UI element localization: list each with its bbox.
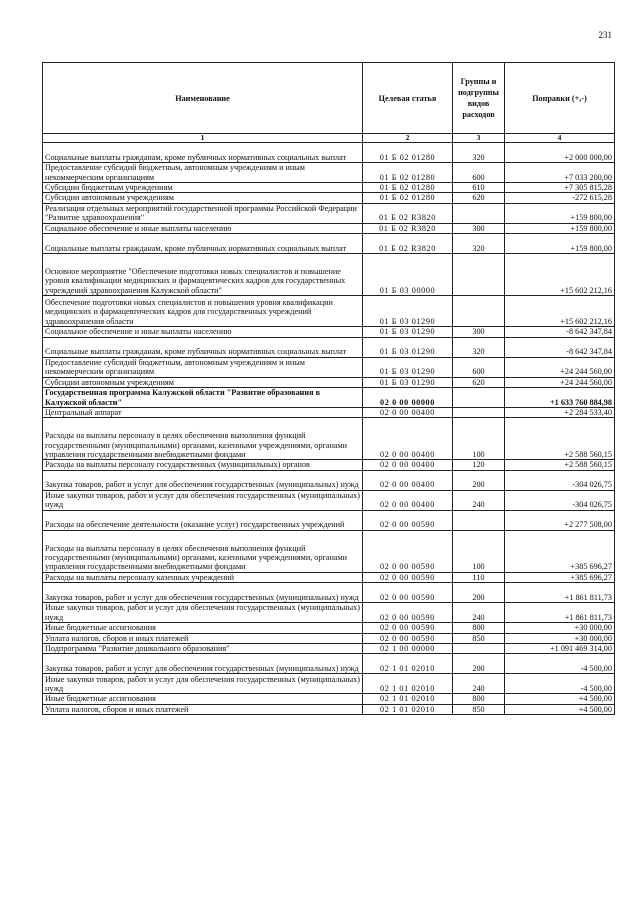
row-target-code: 02 0 00 00590: [363, 583, 453, 603]
row-name: Расходы на выплаты персоналу в целях обеспечения выполнения функций государственными (муниципальными) органами, казенными учреждениями, органами управления государственными внебюджетными фондами: [43, 530, 363, 572]
row-target-code: 02 1 01 02010: [363, 704, 453, 714]
row-expense-group: 800: [453, 694, 505, 704]
row-amount: +7 033 200,00: [505, 163, 615, 183]
header-code: Целевая статья: [363, 63, 453, 134]
row-amount: +30 000,00: [505, 623, 615, 633]
row-target-code: 01 Б 03 00000: [363, 254, 453, 296]
row-expense-group: 120: [453, 460, 505, 470]
row-expense-group: 320: [453, 234, 505, 254]
table-row: [43, 704, 615, 714]
table-row: [43, 143, 615, 163]
row-expense-group: 850: [453, 704, 505, 714]
table-row: [43, 470, 615, 490]
table-row: [43, 572, 615, 582]
row-name: Субсидии бюджетным учреждениям: [43, 183, 363, 193]
row-name: Закупка товаров, работ и услуг для обеспечения государственных (муниципальных) нужд: [43, 583, 363, 603]
row-expense-group: 100: [453, 530, 505, 572]
table-row: [43, 623, 615, 633]
row-amount: +385 696,27: [505, 530, 615, 572]
row-amount: -8 642 347,84: [505, 337, 615, 357]
row-expense-group: 600: [453, 163, 505, 183]
row-target-code: 02 0 00 00590: [363, 633, 453, 643]
row-target-code: 02 0 00 00590: [363, 603, 453, 623]
row-name: Социальные выплаты гражданам, кроме публичных нормативных социальных выплат: [43, 143, 363, 163]
row-target-code: 01 Б 03 01290: [363, 337, 453, 357]
row-expense-group: [453, 510, 505, 530]
row-amount: +159 800,00: [505, 234, 615, 254]
row-amount: +4 500,00: [505, 704, 615, 714]
row-target-code: 02 0 00 00400: [363, 460, 453, 470]
row-name: Расходы на обеспечение деятельности (оказание услуг) государственных учреждений: [43, 510, 363, 530]
row-amount: +15 602 212,16: [505, 296, 615, 327]
row-amount: -4 500,00: [505, 674, 615, 694]
row-amount: +15 602 212,16: [505, 254, 615, 296]
table-row: [43, 603, 615, 623]
row-name: Закупка товаров, работ и услуг для обеспечения государственных (муниципальных) нужд: [43, 654, 363, 674]
row-amount: +2 284 533,40: [505, 408, 615, 418]
table-row: [43, 254, 615, 296]
row-amount: -304 026,75: [505, 490, 615, 510]
row-target-code: 01 Б 03 01290: [363, 377, 453, 387]
table-row: [43, 183, 615, 193]
table-header-row: [43, 63, 615, 134]
row-name: Расходы на выплаты персоналу государственных (муниципальных) органов: [43, 460, 363, 470]
row-name: Иные бюджетные ассигнования: [43, 694, 363, 704]
row-amount: +2 588 560,15: [505, 460, 615, 470]
table-row: [43, 203, 615, 223]
table-row: [43, 163, 615, 183]
row-name: Основное мероприятие "Обеспечение подготовки новых специалистов и повышение уровня квалификации медицинских и фармацевтических кадров для государственных учреждений здравоохранения Калужской области": [43, 254, 363, 296]
row-expense-group: 200: [453, 654, 505, 674]
table-row: [43, 418, 615, 460]
row-name: Подпрограмма "Развитие дошкольного образования": [43, 644, 363, 654]
table-row: [43, 530, 615, 572]
column-number: 3: [453, 134, 505, 143]
header-group: Группы и подгруппы видов расходов: [453, 63, 505, 134]
row-name: Иные закупки товаров, работ и услуг для обеспечения государственных (муниципальных) нужд: [43, 603, 363, 623]
table-row: [43, 234, 615, 254]
row-amount: +159 800,00: [505, 203, 615, 223]
row-target-code: 02 0 00 00590: [363, 623, 453, 633]
row-expense-group: 610: [453, 183, 505, 193]
row-target-code: 01 Б 03 01290: [363, 357, 453, 377]
row-expense-group: 300: [453, 223, 505, 233]
row-expense-group: [453, 254, 505, 296]
table-row: [43, 337, 615, 357]
row-expense-group: [453, 388, 505, 408]
row-expense-group: 620: [453, 193, 505, 203]
row-name: Обеспечение подготовки новых специалистов и повышения уровня квалификации медицинских и фармацевтических кадров для государственных учреждений здравоохранения области: [43, 296, 363, 327]
row-target-code: 01 Б 02 R3820: [363, 223, 453, 233]
row-name: Иные закупки товаров, работ и услуг для обеспечения государственных (муниципальных) нужд: [43, 674, 363, 694]
row-name: Социальные выплаты гражданам, кроме публичных нормативных социальных выплат: [43, 234, 363, 254]
row-amount: +1 091 469 314,00: [505, 644, 615, 654]
table-row: [43, 327, 615, 337]
table-row: [43, 644, 615, 654]
row-target-code: 02 1 00 00000: [363, 644, 453, 654]
row-name: Уплата налогов, сборов и иных платежей: [43, 633, 363, 643]
row-target-code: 01 Б 03 01290: [363, 327, 453, 337]
header-name: Наименование: [43, 63, 363, 134]
table-row: [43, 633, 615, 643]
row-target-code: 01 Б 02 R3820: [363, 234, 453, 254]
row-name: Государственная программа Калужской области "Развитие образования в Калужской области": [43, 388, 363, 408]
column-number: 4: [505, 134, 615, 143]
row-expense-group: 200: [453, 583, 505, 603]
row-amount: -8 642 347,84: [505, 327, 615, 337]
row-target-code: 02 0 00 00400: [363, 408, 453, 418]
row-target-code: 01 Б 02 01280: [363, 163, 453, 183]
table-row: [43, 357, 615, 377]
table-row: [43, 296, 615, 327]
row-name: Социальное обеспечение и иные выплаты населению: [43, 327, 363, 337]
row-name: Расходы на выплаты персоналу в целях обеспечения выполнения функций государственными (муниципальными) органами, казенными учреждениями, органами управления государственными внебюджетными фондами: [43, 418, 363, 460]
row-name: Расходы на выплаты персоналу казенных учреждений: [43, 572, 363, 582]
table-row: [43, 694, 615, 704]
row-amount: +385 696,27: [505, 572, 615, 582]
row-amount: +2 277 508,00: [505, 510, 615, 530]
table-body: [43, 143, 615, 715]
column-number: 2: [363, 134, 453, 143]
row-name: Социальное обеспечение и иные выплаты населению: [43, 223, 363, 233]
row-amount: +7 305 815,28: [505, 183, 615, 193]
row-name: Иные закупки товаров, работ и услуг для обеспечения государственных (муниципальных) нужд: [43, 490, 363, 510]
row-name: Предоставление субсидий бюджетным, автономным учреждениям и иным некоммерческим организациям: [43, 357, 363, 377]
column-number-row: [43, 134, 615, 143]
row-name: Закупка товаров, работ и услуг для обеспечения государственных (муниципальных) нужд: [43, 470, 363, 490]
row-expense-group: 240: [453, 490, 505, 510]
row-target-code: 02 0 00 00590: [363, 572, 453, 582]
table-row: [43, 377, 615, 387]
row-expense-group: 600: [453, 357, 505, 377]
row-amount: +2 588 560,15: [505, 418, 615, 460]
row-name: Субсидии автономным учреждениям: [43, 377, 363, 387]
row-amount: -304 026,75: [505, 470, 615, 490]
table-row: [43, 460, 615, 470]
table-row: [43, 583, 615, 603]
row-target-code: 02 1 01 02010: [363, 654, 453, 674]
table-row: [43, 193, 615, 203]
row-expense-group: 100: [453, 418, 505, 460]
budget-table: [42, 62, 615, 715]
row-expense-group: 620: [453, 377, 505, 387]
row-target-code: 02 0 00 00400: [363, 490, 453, 510]
table-row: [43, 388, 615, 408]
row-amount: +4 500,00: [505, 694, 615, 704]
row-name: Предоставление субсидий бюджетным, автономным учреждениям и иным некоммерческим организациям: [43, 163, 363, 183]
row-target-code: 01 Б 03 01290: [363, 296, 453, 327]
table-row: [43, 490, 615, 510]
row-expense-group: [453, 203, 505, 223]
row-name: Реализация отдельных мероприятий государственной программы Российской Федерации "Развитие здравоохранения": [43, 203, 363, 223]
page-number: 231: [598, 30, 612, 40]
table-row: [43, 510, 615, 530]
row-expense-group: [453, 408, 505, 418]
row-expense-group: 240: [453, 603, 505, 623]
row-target-code: 01 Б 02 01280: [363, 143, 453, 163]
row-expense-group: 850: [453, 633, 505, 643]
row-target-code: 02 0 00 00590: [363, 510, 453, 530]
row-target-code: 01 Б 02 R3820: [363, 203, 453, 223]
row-amount: -4 500,00: [505, 654, 615, 674]
row-name: Субсидии автономным учреждениям: [43, 193, 363, 203]
header-amount: Поправки (+,-): [505, 63, 615, 134]
row-amount: +1 861 811,73: [505, 603, 615, 623]
row-target-code: 01 Б 02 01280: [363, 193, 453, 203]
table-row: [43, 408, 615, 418]
table-row: [43, 654, 615, 674]
row-target-code: 02 1 01 02010: [363, 674, 453, 694]
row-amount: +2 000 000,00: [505, 143, 615, 163]
table-row: [43, 223, 615, 233]
row-expense-group: 200: [453, 470, 505, 490]
row-expense-group: 240: [453, 674, 505, 694]
row-expense-group: 300: [453, 327, 505, 337]
row-target-code: 02 0 00 00590: [363, 530, 453, 572]
row-expense-group: 800: [453, 623, 505, 633]
row-target-code: 02 0 00 00000: [363, 388, 453, 408]
row-name: Иные бюджетные ассигнования: [43, 623, 363, 633]
row-target-code: 02 0 00 00400: [363, 470, 453, 490]
row-amount: +1 633 760 884,98: [505, 388, 615, 408]
row-target-code: 02 0 00 00400: [363, 418, 453, 460]
row-expense-group: 320: [453, 143, 505, 163]
row-amount: +159 800,00: [505, 223, 615, 233]
row-target-code: 02 1 01 02010: [363, 694, 453, 704]
row-amount: +1 861 811,73: [505, 583, 615, 603]
row-name: Социальные выплаты гражданам, кроме публичных нормативных социальных выплат: [43, 337, 363, 357]
row-amount: +24 244 560,00: [505, 377, 615, 387]
column-number: 1: [43, 134, 363, 143]
row-expense-group: [453, 644, 505, 654]
row-amount: +24 244 560,00: [505, 357, 615, 377]
row-amount: +30 000,00: [505, 633, 615, 643]
row-expense-group: 110: [453, 572, 505, 582]
row-amount: -272 615,28: [505, 193, 615, 203]
row-name: Центральный аппарат: [43, 408, 363, 418]
row-target-code: 01 Б 02 01280: [363, 183, 453, 193]
row-expense-group: [453, 296, 505, 327]
row-name: Уплата налогов, сборов и иных платежей: [43, 704, 363, 714]
row-expense-group: 320: [453, 337, 505, 357]
table-row: [43, 674, 615, 694]
